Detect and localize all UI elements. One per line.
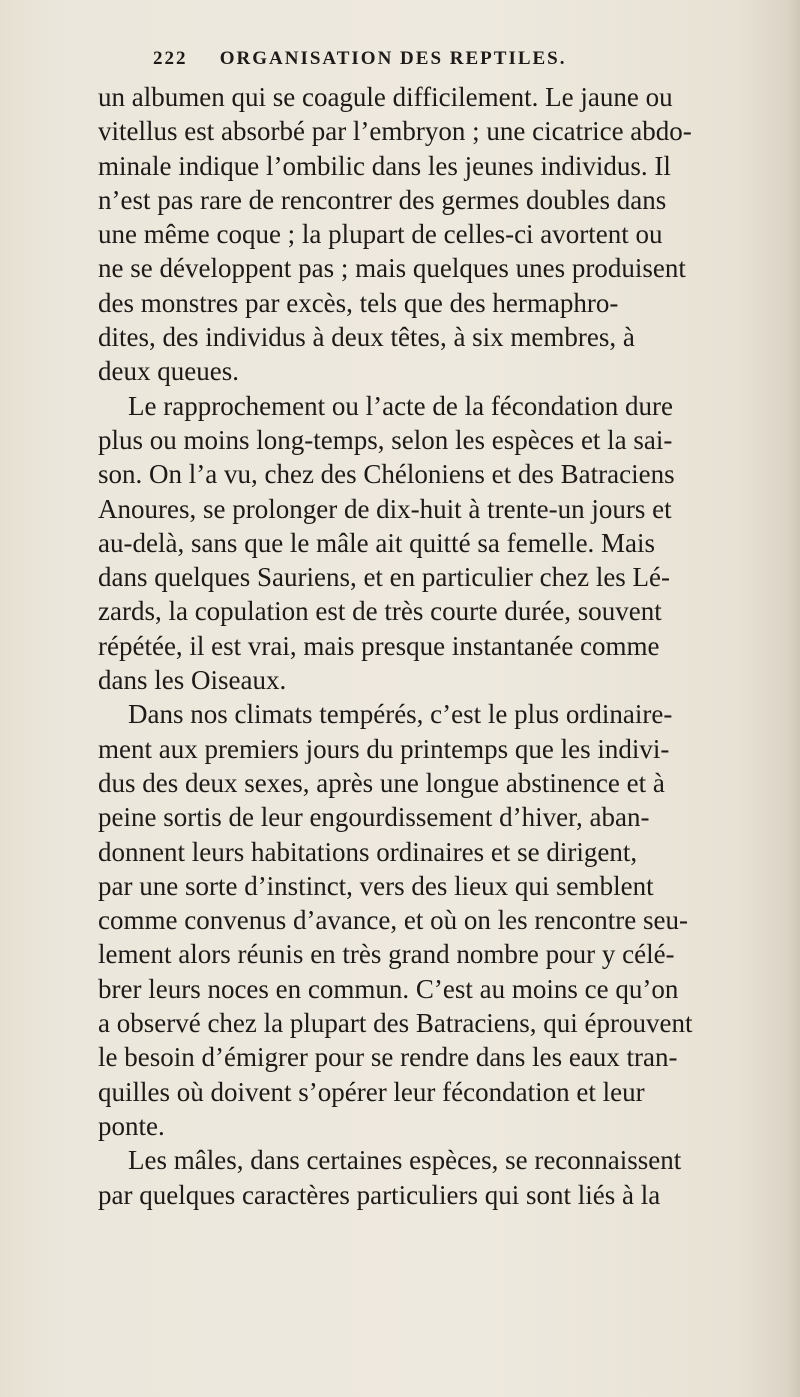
running-title: ORGANISATION DES REPTILES. — [219, 48, 567, 69]
text-line: a observé chez la plupart des Batraciens, qui éprouvent — [98, 1008, 693, 1039]
text-line: vitellus est absorbé par l’embryon ; une cicatrice abdo- — [98, 116, 692, 147]
text-line: dus des deux sexes, après une longue abstinence et à — [98, 767, 665, 798]
text-line: plus ou moins long-temps, selon les espèces et la sai- — [98, 424, 673, 455]
text-line: quilles où doivent s’opérer leur fécondation et leur — [98, 1076, 645, 1107]
text-line: ment aux premiers jours du printemps que les indivi- — [98, 733, 670, 764]
text-line: n’est pas rare de rencontrer des germes doubles dans — [98, 184, 667, 215]
text-line: zards, la copulation est de très courte durée, souvent — [98, 596, 662, 627]
text-line: par une sorte d’instinct, vers des lieux qui semblent — [98, 870, 654, 901]
text-line: dites, des individus à deux têtes, à six membres, à — [98, 322, 635, 353]
text-line: ne se développent pas ; mais quelques unes produisent — [98, 253, 686, 284]
text-line: des monstres par excès, tels que des hermaphro- — [98, 287, 619, 318]
running-head — [153, 48, 653, 78]
text-line: Le rapprochement ou l’acte de la fécondation dure — [128, 390, 673, 421]
text-line: ponte. — [98, 1110, 165, 1141]
text-line: Dans nos climats tempérés, c’est le plus ordinaire- — [128, 699, 673, 730]
text-line: répétée, il est vrai, mais presque instantanée comme — [98, 630, 660, 661]
text-line: un albumen qui se coagule difficilement. Le jaune ou — [98, 82, 673, 112]
text-line: par quelques caractères particuliers qui sont liés à la — [98, 1179, 661, 1210]
text-line: donnent leurs habitations ordinaires et se dirigent, — [98, 836, 638, 867]
text-line: dans quelques Sauriens, et en particulier chez les Lé- — [98, 562, 671, 593]
text-line: lement alors réunis en très grand nombre pour y célé- — [98, 939, 675, 970]
text-line: comme convenus d’avance, et où on les rencontre seu- — [98, 905, 689, 936]
text-line: au-delà, sans que le mâle ait quitté sa femelle. Mais — [98, 527, 656, 558]
text-line: son. On l’a vu, chez des Chéloniens et des Batraciens — [98, 459, 675, 490]
text-line: deux queues. — [98, 356, 239, 387]
body-text — [98, 80, 758, 1212]
text-line: le besoin d’émigrer pour se rendre dans les eaux tran- — [98, 1042, 678, 1073]
text-line: brer leurs noces en commun. C’est au moins ce qu’on — [98, 973, 679, 1004]
text-line: dans les Oiseaux. — [98, 665, 287, 696]
text-line: une même coque ; la plupart de celles-ci avortent ou — [98, 219, 663, 250]
text-line: Les mâles, dans certaines espèces, se reconnaissent — [128, 1145, 682, 1176]
text-line: Anoures, se prolonger de dix-huit à trente-un jours et — [98, 493, 672, 524]
text-line: minale indique l’ombilic dans les jeunes individus. Il — [98, 150, 671, 181]
page-number: 222 — [153, 48, 188, 69]
page-edge-shadow — [788, 0, 800, 1397]
text-line: peine sortis de leur engourdissement d’hiver, aban- — [98, 802, 650, 833]
